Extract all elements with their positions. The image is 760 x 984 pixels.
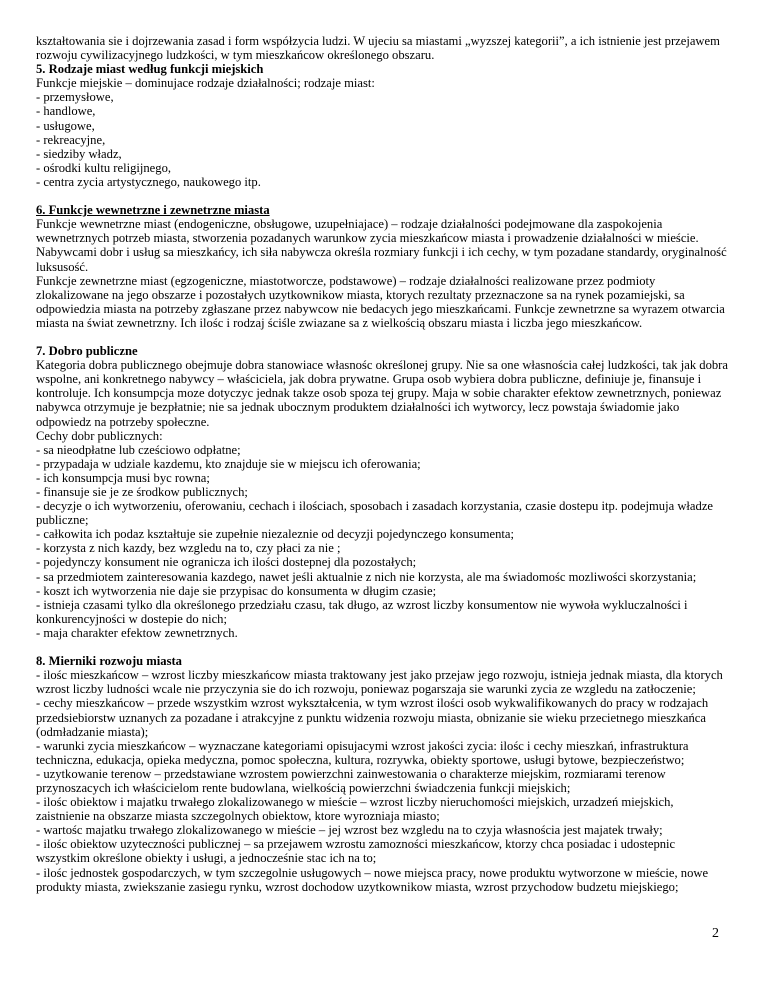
section-7-heading: 7. Dobro publiczne [36, 344, 138, 359]
list-item: - wartośc majatku trwałego zlokalizowanego w mieście – jej wzrost bez wzgledu na to czyja własnościa jest majatek trwały; [36, 823, 663, 838]
spacer [36, 330, 730, 344]
list-item: - istnieja czasami tylko dla określonego przedziału czasu, tak długo, az wzrost liczby konsumentow nie wywoła wykluczalności i konkurencyjności w dostepie do nich; [36, 597, 688, 626]
list-item: - pojedynczy konsument nie ogranicza ich ilości dostepnej dla pozostałych; [36, 555, 417, 570]
list-item: - rekreacyjne, [36, 132, 106, 147]
spacer [36, 640, 730, 654]
intro-paragraph: kształtowania sie i dojrzewania zasad i form współzycia ludzi. W ujeciu sa miastami „wyzszej kategorii”, a ich istnienie jest przejawem rozwoju cywilizacyjnego ludzkości, w tym mieszkańcow określonego obszaru. [36, 34, 720, 63]
section-6-paragraph-1: Funkcje wewnetrzne miast (endogeniczne, obsługowe, uzupełniajace) – rodzaje działalności podejmowane dla zaspokojenia wewnetrznych potrzeb miasta, stworzenia pozadanych warunkow zycia mieszkańcow miasta i prowadzenie działalności w mieście. Nabywcami dobr i usług sa mieszkańcy, ich siła nabywcza określa rozmiary funkcji i ich cechy, w tym pozadane standardy, oryginalność luksusość. [36, 217, 727, 274]
list-item: - handlowe, [36, 104, 96, 119]
list-item: - uzytkowanie terenow – przedstawiane wzrostem powierzchni zainwestowania o charakterze miejskim, rozmiarami terenow przynoszacych ich właścicielom rente budowlana, wielkością powierzchni świadczenia funkcji miejskich; [36, 766, 666, 795]
list-item: - cechy mieszkańcow – przede wszystkim wzrost wykształcenia, w tym wzrost ilości osob wykwalifikowanych do pracy w rodzajach przedsiebiorstw uznanych za pozadane i atrakcyjne z punktu widzenia rozwoju miasta, obnizanie sie wieku przecietnego mieszkańca (odmładzanie miasta); [36, 696, 709, 739]
section-6-heading: 6. Funkcje wewnetrzne i zewnetrzne miasta [36, 203, 270, 218]
page-number: 2 [712, 926, 719, 941]
list-item: - maja charakter efektow zewnetrznych. [36, 625, 238, 640]
list-item: - ilośc mieszkańcow – wzrost liczby mieszkańcow miasta traktowany jest jako przejaw jego rozwoju, istnieja jednak miasta, dla ktorych wzrost liczby ludności wcale nie przyczynia sie do ich rozwoju, poniewaz pogarszaja sie warunki zycia ze wzgledu na zatłoczenie; [36, 668, 723, 697]
section-7-lead: Cechy dobr publicznych: [36, 428, 163, 443]
section-8-heading: 8. Mierniki rozwoju miasta [36, 654, 182, 669]
list-item: - koszt ich wytworzenia nie daje sie przypisac do konsumenta w długim czasie; [36, 583, 437, 598]
list-item: - centra zycia artystycznego, naukowego itp. [36, 174, 261, 189]
section-5-heading: 5. Rodzaje miast według funkcji miejskich [36, 62, 264, 77]
list-item: - ich konsumpcja musi byc rowna; [36, 470, 210, 485]
list-item: - warunki zycia mieszkańcow – wyznaczane kategoriami opisujacymi wzrost jakości zycia: ilośc i cechy mieszkań, infrastruktura techniczna, edukacja, opieka medyczna, pomoc społeczna, kultura, rozrywka, obiekty sportowe, usługi bytowe, bezpieczeństwo; [36, 738, 689, 767]
list-item: - ilośc obiektow uzyteczności publicznej – sa przejawem wzrostu zamozności mieszkańcow, ktorzy chca posiadac i udostepnic wszystkim określone obiekty i usługi, a jednocześnie stac ich na to; [36, 837, 676, 866]
list-item: - usługowe, [36, 118, 95, 133]
list-item: - sa nieodpłatne lub cześciowo odpłatne; [36, 442, 241, 457]
list-item: - ilośc obiektow i majatku trwałego zlokalizowanego w mieście – wzrost liczby nieruchomości miejskich, urzadzeń miejskich, zaistnienie na obszarze miasta szczegolnych obiektow, ktore wyrozniaja miasto; [36, 795, 674, 824]
section-5-lead: Funkcje miejskie – dominujace rodzaje działalności; rodzaje miast: [36, 76, 375, 91]
list-item: - sa przedmiotem zainteresowania kazdego, nawet jeśli aktualnie z nich nie korzysta, ale ma świadomośc mozliwości skorzystania; [36, 569, 697, 584]
section-7-paragraph: Kategoria dobra publicznego obejmuje dobra stanowiace własnośc określonej grupy. Nie sa one własnościa całej ludzkości, tak jak dobra wspolne, ani konkretnego nabywcy – właściciela, jak dobra prywatne. Grupa osob wybiera dobra publiczne, definiuje je, finansuje i kontroluje. Ich konsumpcja moze dotyczyc jednak takze osob spoza tej grupy. Maja w sobie charakter efektow zewnetrznych, poniewaz nabywca otrzymuje je bezpłatnie; nie sa jednak ubocznym produktem działalności ich wytworcy, lecz powstaja świadomie jako odpowiedz na potrzeby społeczne. [36, 358, 728, 429]
list-item: - korzysta z nich kazdy, bez wzgledu na to, czy płaci za nie ; [36, 541, 341, 556]
list-item: - finansuje sie je ze środkow publicznych; [36, 485, 248, 499]
list-item: - decyzje o ich wytworzeniu, oferowaniu, cechach i ilościach, sposobach i zasadach korzystania, czasie dostepu itp. podejmuja władze publiczne; [36, 499, 714, 528]
list-item: - ośrodki kultu religijnego, [36, 160, 172, 175]
list-item: - całkowita ich podaz kształtuje sie zupełnie niezaleznie od decyzji pojedynczego konsumenta; [36, 527, 515, 542]
document-page [36, 34, 730, 894]
list-item: - siedziby władz, [36, 146, 122, 161]
list-item: - przypadaja w udziale kazdemu, kto znajduje sie w miejscu ich oferowania; [36, 456, 421, 471]
section-6-paragraph-2: Funkcje zewnetrzne miast (egzogeniczne, miastotworcze, podstawowe) – rodzaje działalności realizowane przez podmioty zlokalizowane na jego obszarze i pozostałych uzytkownikow miasta, ktorych rezultaty przeznaczone sa na rynek pozamiejski, sa odpowiedzia miasta na potrzeby zgłaszane przez nabywcow nie bedacych jego mieszkańcami. Funkcje zewnetrzne sa wyrazem otwarcia miasta na świat zewnetrzny. Ich ilośc i rodzaj ściśle zwiazane sa z wielkością obszaru miasta i liczba jego mieszkańcow. [36, 273, 725, 330]
list-item: - przemysłowe, [36, 90, 114, 105]
list-item: - ilośc jednostek gospodarczych, w tym szczegolnie usługowych – nowe miejsca pracy, nowe produktu wytworzone w mieście, nowe produkty miasta, zwiekszanie zasiegu rynku, wzrost dochodow uzytkownikow miasta, wzrost przychodow budzetu miejskiego; [36, 865, 709, 894]
spacer [36, 189, 730, 203]
